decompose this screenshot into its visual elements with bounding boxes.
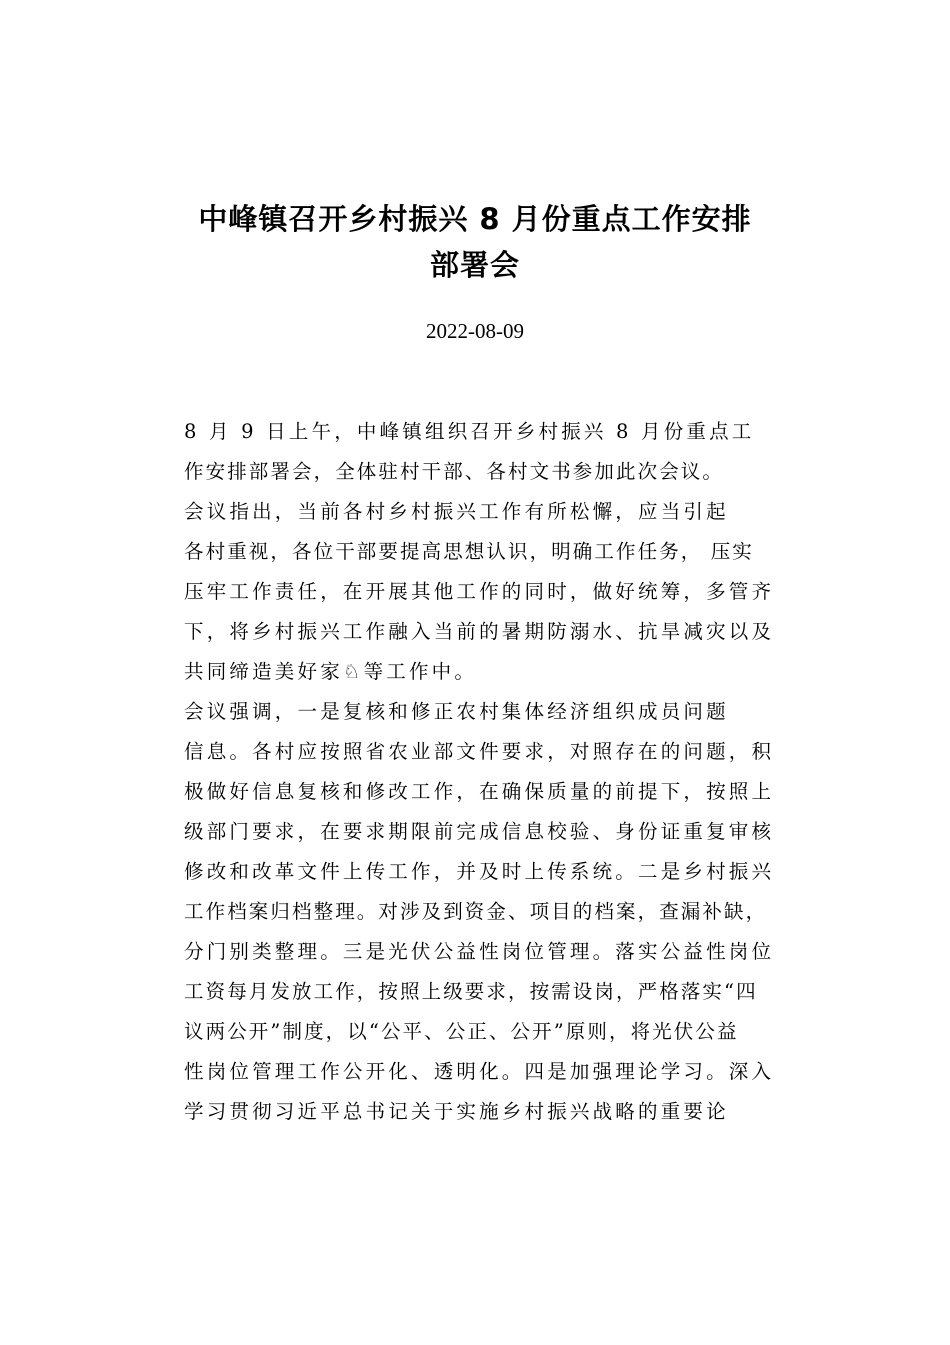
text-line: 信息。各村应按照省农业部文件要求，对照存在的问题，积 <box>184 740 775 763</box>
title-line-1: 中峰镇召开乡村振兴 8 月份重点工作安排 <box>198 202 752 236</box>
text-line: 学习贯彻习近平总书记关于实施乡村振兴战略的重要论 <box>184 1100 729 1123</box>
text-line: 各村重视，各位干部要提高思想认识，明确工作任务， 压实 <box>184 540 754 563</box>
article-body <box>145 412 807 1132</box>
text-line: 压牢工作责任，在开展其他工作的同时，做好统筹，多管齐 <box>184 580 775 603</box>
publish-date: 2022-08-09 <box>426 319 524 343</box>
text-line: 性岗位管理工作公开化、透明化。四是加强理论学习。深入 <box>184 1060 775 1083</box>
text-line: 工作档案归档整理。对涉及到资金、项目的档案，查漏补缺， <box>184 900 768 923</box>
text-line: 共同缔造美好家♘等工作中。 <box>184 660 478 683</box>
text-line: 会议指出，当前各村乡村振兴工作有所松懈，应当引起 <box>184 500 729 523</box>
text-line: 议两公开”制度，以“公平、公正、公开”原则，将光伏公益 <box>184 1020 739 1043</box>
paragraph-2 <box>145 492 807 692</box>
text-line: 会议强调，一是复核和修正农村集体经济组织成员问题 <box>184 700 729 723</box>
document-title <box>145 196 805 288</box>
text-line: 8 月 9 日上午，中峰镇组织召开乡村振兴 8 月份重点工 <box>184 420 755 443</box>
text-line: 分门别类整理。三是光伏公益性岗位管理。落实公益性岗位 <box>184 940 775 963</box>
text-line: 修改和改革文件上传工作，并及时上传系统。二是乡村振兴 <box>184 860 775 883</box>
paragraph-3 <box>145 692 807 1132</box>
text-line: 工资每月发放工作，按照上级要求，按需设岗，严格落实“四 <box>184 980 758 1003</box>
paragraph-1 <box>145 412 807 492</box>
text-line: 下，将乡村振兴工作融入当前的暑期防溺水、抗旱减灾以及 <box>184 620 775 643</box>
title-line-2: 部署会 <box>429 248 520 282</box>
text-line: 作安排部署会，全体驻村干部、各村文书参加此次会议。 <box>184 460 725 483</box>
text-line: 级部门要求，在要求期限前完成信息校验、身份证重复审核 <box>184 820 775 843</box>
text-line: 极做好信息复核和修改工作，在确保质量的前提下，按照上 <box>184 780 775 803</box>
